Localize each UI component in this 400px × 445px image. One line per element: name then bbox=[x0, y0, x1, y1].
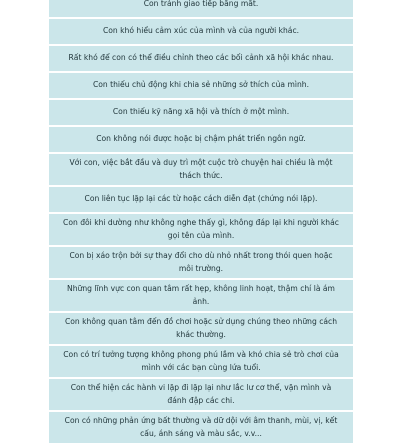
checklist-item-text: Con liên tục lặp lại các từ hoặc cách diễn đạt (chứng nói lặp). bbox=[84, 194, 318, 204]
autism-sign-checklist bbox=[49, 0, 353, 445]
checklist-item bbox=[49, 73, 353, 100]
checklist-item bbox=[49, 313, 353, 346]
checklist-item bbox=[49, 0, 353, 19]
checklist-item bbox=[49, 379, 353, 412]
checklist-item-text: Con có những phản ứng bất thường và dữ dội với âm thanh, mùi, vị, kết cấu, ánh sáng và màu sắc, v.v... bbox=[64, 416, 338, 438]
checklist-item-text: Con không quan tâm đến đồ chơi hoặc sử dụng chúng theo những cách khác thường. bbox=[64, 317, 338, 339]
checklist-item-text: Rất khó để con có thể điều chỉnh theo các bối cảnh xã hội khác nhau. bbox=[68, 53, 334, 63]
checklist-item bbox=[49, 100, 353, 127]
checklist-item bbox=[49, 247, 353, 280]
checklist-item-text: Với con, việc bắt đầu và duy trì một cuộc trò chuyện hai chiều là một thách thức. bbox=[69, 158, 333, 180]
checklist-item-text: Con thiếu kỹ năng xã hội và thích ở một mình. bbox=[112, 107, 290, 117]
checklist-item bbox=[49, 127, 353, 154]
checklist-item-text: Con đôi khi dường như không nghe thấy gì, không đáp lại khi người khác gọi tên của mình. bbox=[63, 218, 339, 240]
checklist-item-text: Con khó hiểu cảm xúc của mình và của người khác. bbox=[102, 26, 300, 36]
checklist-item-text: Con không nói được hoặc bị chậm phát triển ngôn ngữ. bbox=[96, 134, 306, 144]
checklist-item bbox=[49, 346, 353, 379]
checklist-item bbox=[49, 412, 353, 445]
checklist-item-text: Con tránh giao tiếp bằng mắt. bbox=[143, 0, 259, 9]
checklist-item bbox=[49, 19, 353, 46]
checklist-item bbox=[49, 46, 353, 73]
checklist-item bbox=[49, 214, 353, 247]
checklist-item-text: Con bị xáo trộn bởi sự thay đổi cho dù nhỏ nhất trong thói quen hoặc môi trường. bbox=[69, 251, 333, 273]
checklist-item bbox=[49, 187, 353, 214]
checklist-item-text: Con thiếu chủ động khi chia sẻ những sở thích của mình. bbox=[92, 80, 310, 90]
checklist-item bbox=[49, 154, 353, 187]
checklist-item-text: Những lĩnh vực con quan tâm rất hẹp, không linh hoạt, thậm chí là ám ảnh. bbox=[67, 284, 335, 306]
checklist-item-text: Con thể hiện các hành vi lặp đi lặp lại như lắc lư cơ thể, vặn mình và đánh đập các chi. bbox=[70, 383, 332, 405]
checklist-item bbox=[49, 280, 353, 313]
checklist-item-text: Con có trí tưởng tượng không phong phú lắm và khó chia sẻ trò chơi của mình với các bạn cùng lứa tuổi. bbox=[63, 350, 339, 372]
